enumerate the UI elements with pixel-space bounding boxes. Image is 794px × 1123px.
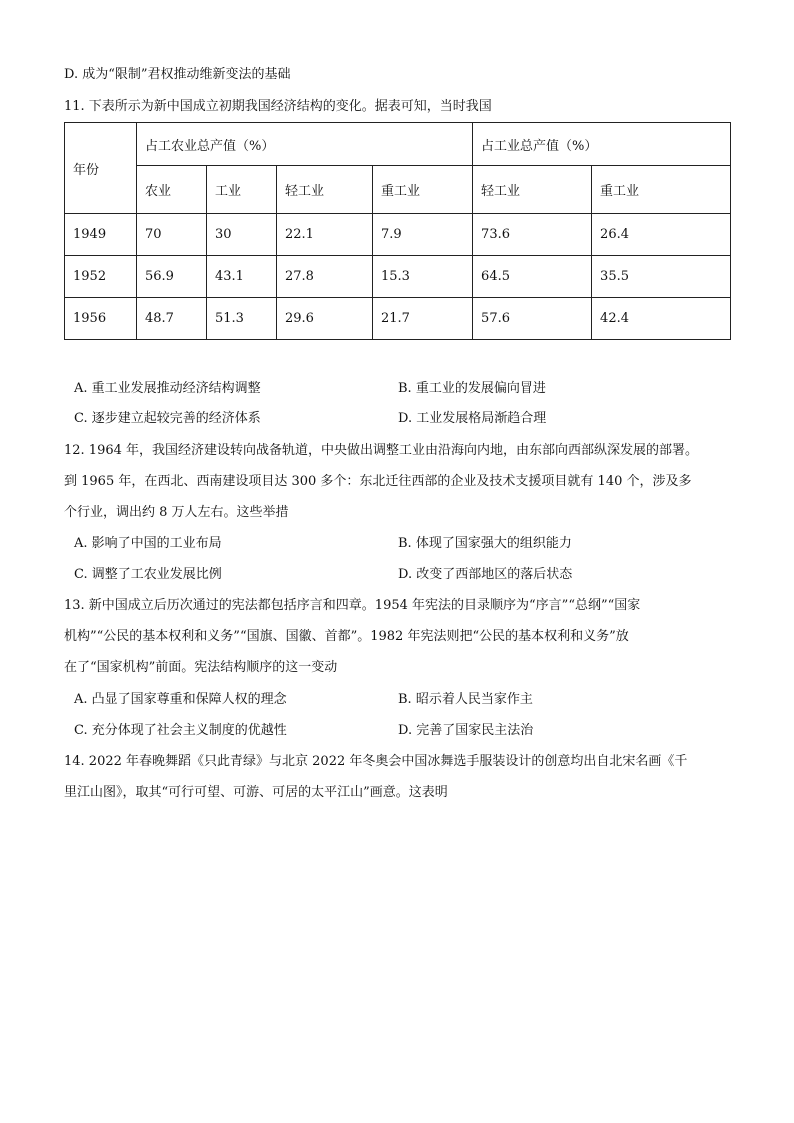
sub-header: 轻工业 <box>473 166 592 214</box>
q13-option-c[interactable]: C. 充分体现了社会主义制度的优越性 <box>74 723 287 738</box>
table-cell: 30 <box>207 214 277 256</box>
sub-header: 重工业 <box>592 166 731 214</box>
table-cell: 70 <box>137 214 207 256</box>
sub-header: 轻工业 <box>277 166 373 214</box>
q11-stem: 11. 下表所示为新中国成立初期我国经济结构的变化。据表可知，当时我国 <box>64 99 492 114</box>
q13-stem-line: 在了“国家机构”前面。宪法结构顺序的这一变动 <box>64 660 338 675</box>
table-cell: 15.3 <box>373 256 473 298</box>
table-cell: 7.9 <box>373 214 473 256</box>
q13-stem-line: 13. 新中国成立后历次通过的宪法都包括序言和四章。1954 年宪法的目录顺序为“序言”“总纲”“国家 <box>64 598 641 613</box>
sub-header: 重工业 <box>373 166 473 214</box>
table-cell: 56.9 <box>137 256 207 298</box>
q12-option-c[interactable]: C. 调整了工农业发展比例 <box>74 567 222 582</box>
table-cell: 22.1 <box>277 214 373 256</box>
table-cell: 29.6 <box>277 298 373 340</box>
q11-option-b[interactable]: B. 重工业的发展偏向冒进 <box>398 381 546 396</box>
table-cell: 51.3 <box>207 298 277 340</box>
group1-header: 占工农业总产值（%） <box>137 123 473 166</box>
q13-stem-line: 机构”“公民的基本权利和义务”“国旗、国徽、首都”。1982 年宪法则把“公民的基本权利和义务”放 <box>64 629 629 644</box>
q14-stem-line: 14. 2022 年春晚舞蹈《只此青绿》与北京 2022 年冬奥会中国冰舞选手服装设计的创意均出自北宋名画《千 <box>64 754 688 769</box>
q12-stem-line: 个行业，调出约 8 万人左右。这些举措 <box>64 505 289 520</box>
table-cell: 73.6 <box>473 214 592 256</box>
table-cell: 21.7 <box>373 298 473 340</box>
q12-stem-line: 到 1965 年，在西北、西南建设项目达 300 多个：东北迁往西部的企业及技术支援项目就有 140 个，涉及多 <box>64 474 692 489</box>
table-cell: 35.5 <box>592 256 731 298</box>
q11-option-a[interactable]: A. 重工业发展推动经济结构调整 <box>74 381 261 396</box>
q14-stem-line: 里江山图》，取其“可行可望、可游、可居的太平江山”画意。这表明 <box>64 785 448 800</box>
q13-option-d[interactable]: D. 完善了国家民主法治 <box>398 723 534 738</box>
q13-option-a[interactable]: A. 凸显了国家尊重和保障人权的理念 <box>74 692 287 707</box>
sub-header: 工业 <box>207 166 277 214</box>
table-row <box>65 214 731 256</box>
table-cell: 64.5 <box>473 256 592 298</box>
sub-header: 农业 <box>137 166 207 214</box>
q12-option-d[interactable]: D. 改变了西部地区的落后状态 <box>398 567 573 582</box>
q12-stem-line: 12. 1964 年，我国经济建设转向战备轨道，中央做出调整工业由沿海向内地，由东部向西部纵深发展的部署。 <box>64 443 699 458</box>
year-cell: 1956 <box>65 298 137 340</box>
table-cell: 48.7 <box>137 298 207 340</box>
table-cell: 57.6 <box>473 298 592 340</box>
table-row <box>65 298 731 340</box>
table-cell: 43.1 <box>207 256 277 298</box>
year-cell: 1949 <box>65 214 137 256</box>
year-cell: 1952 <box>65 256 137 298</box>
q13-option-b[interactable]: B. 昭示着人民当家作主 <box>398 692 533 707</box>
q10-option-d: D. 成为“限制”君权推动维新变法的基础 <box>64 67 291 82</box>
group2-header: 占工业总产值（%） <box>473 123 731 166</box>
table-cell: 27.8 <box>277 256 373 298</box>
q12-option-b[interactable]: B. 体现了国家强大的组织能力 <box>398 536 572 551</box>
year-header: 年份 <box>65 123 137 214</box>
q11-option-d[interactable]: D. 工业发展格局渐趋合理 <box>398 411 547 426</box>
table-cell: 42.4 <box>592 298 731 340</box>
economic-structure-table <box>64 122 731 340</box>
q12-option-a[interactable]: A. 影响了中国的工业布局 <box>74 536 222 551</box>
q11-option-c[interactable]: C. 逐步建立起较完善的经济体系 <box>74 411 261 426</box>
table-cell: 26.4 <box>592 214 731 256</box>
table-row <box>65 256 731 298</box>
